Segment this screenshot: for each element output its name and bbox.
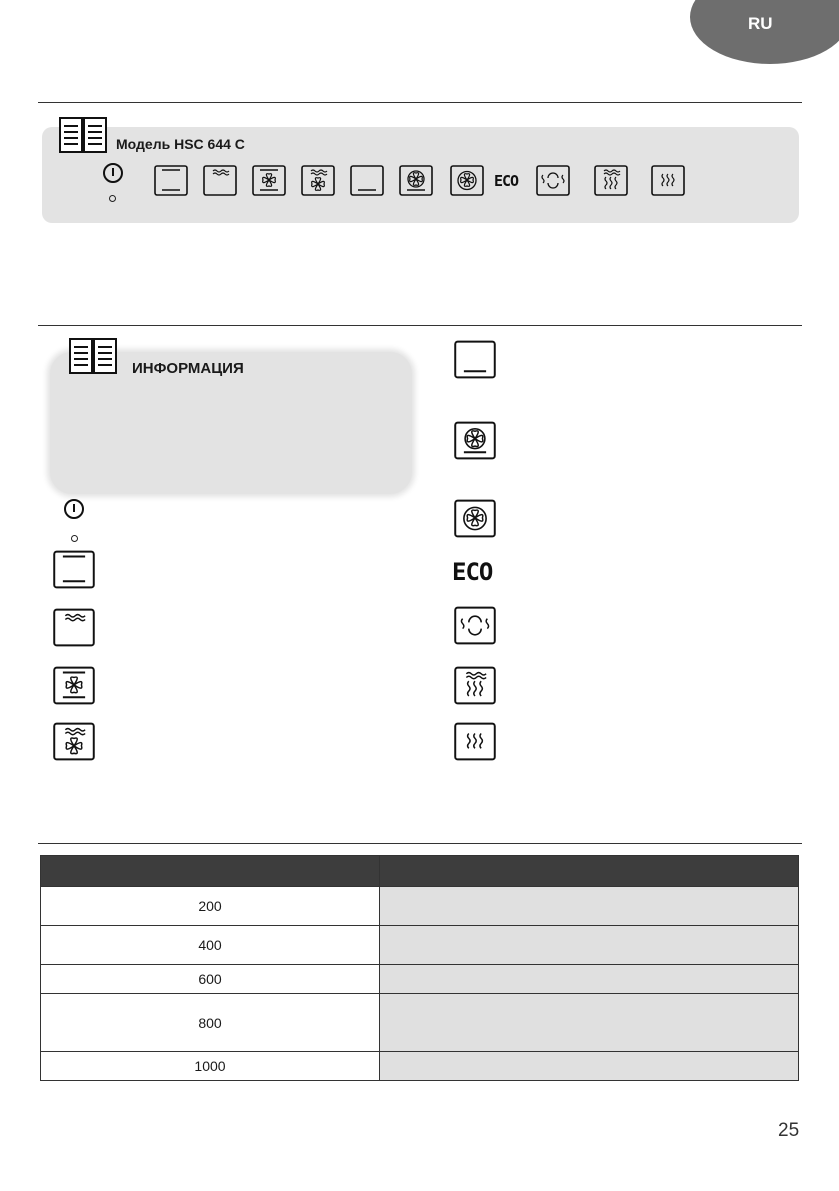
info-title: ИНФОРМАЦИЯ	[132, 360, 244, 377]
grill-small-icon	[651, 165, 685, 196]
fan-grill-icon	[53, 722, 95, 761]
table-cell-desc	[380, 926, 799, 965]
top-heat-icon	[53, 608, 95, 647]
table-cell-desc	[380, 994, 799, 1052]
divider	[38, 102, 802, 103]
table-row	[41, 887, 799, 926]
fan-ring-bottom-icon	[454, 421, 496, 460]
power-table	[40, 855, 799, 1081]
bottom-heat-icon	[454, 340, 496, 379]
top-heat-icon	[203, 165, 237, 196]
table-cell-desc	[380, 1052, 799, 1081]
grill-full-icon	[594, 165, 628, 196]
power-icon	[63, 498, 85, 520]
fan-ring-icon	[450, 165, 484, 196]
page-number: 25	[778, 1120, 800, 1141]
table-cell-value: 400	[41, 926, 380, 965]
table-cell-value: 600	[41, 965, 380, 994]
table-row	[41, 1052, 799, 1081]
table-cell-value: 800	[41, 994, 380, 1052]
table-row	[41, 994, 799, 1052]
book-icon	[68, 337, 120, 377]
language-tab	[690, 0, 839, 64]
divider	[38, 843, 802, 844]
table-row	[41, 926, 799, 965]
language-label: RU	[748, 14, 773, 33]
off-position-dot	[109, 195, 116, 202]
eco-label: ECO	[494, 172, 519, 190]
table-cell-desc	[380, 965, 799, 994]
fan-ring-bottom-icon	[399, 165, 433, 196]
conventional-heat-icon	[53, 550, 95, 589]
fan-grill-icon	[301, 165, 335, 196]
fan-bottom-heat-icon	[252, 165, 286, 196]
table-cell-value: 1000	[41, 1052, 380, 1081]
divider	[38, 325, 802, 326]
power-icon	[102, 162, 124, 184]
off-position-dot	[71, 535, 78, 542]
table-header-cell	[41, 856, 380, 887]
fan-ring-icon	[454, 499, 496, 538]
bottom-heat-icon	[350, 165, 384, 196]
table-row	[41, 965, 799, 994]
book-icon	[58, 116, 110, 156]
table-cell-desc	[380, 887, 799, 926]
grill-small-icon	[454, 722, 496, 761]
fan-bottom-heat-icon	[53, 666, 95, 705]
table-header-row	[41, 856, 799, 887]
defrost-icon	[454, 606, 496, 645]
eco-label: ECO	[452, 558, 493, 586]
conventional-heat-icon	[154, 165, 188, 196]
table-cell-value: 200	[41, 887, 380, 926]
grill-full-icon	[454, 666, 496, 705]
table-header-cell	[380, 856, 799, 887]
defrost-icon	[536, 165, 570, 196]
model-title: Модель HSC 644 C	[116, 136, 245, 152]
